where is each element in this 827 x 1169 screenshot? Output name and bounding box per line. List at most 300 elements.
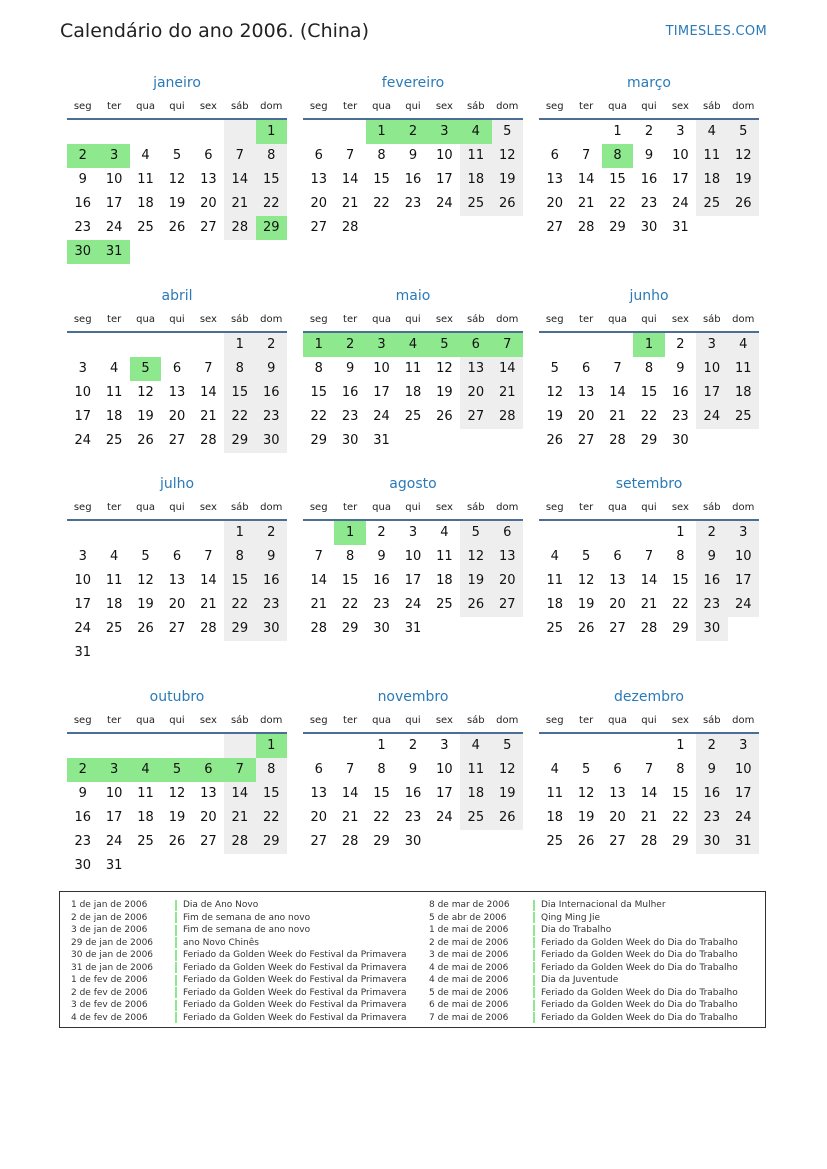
day-cell[interactable]: 9 [408,148,418,163]
day-cell[interactable]: 30 [341,433,359,448]
day-cell[interactable]: 7 [345,762,355,777]
day-cell[interactable]: 22 [224,593,255,617]
day-cell[interactable]: 7 [613,361,622,376]
day-cell[interactable]: 21 [577,196,595,211]
day-cell[interactable]: 4 [130,758,161,782]
day-cell[interactable]: 7 [224,758,255,782]
day-cell[interactable]: 30 [696,830,727,854]
day-cell[interactable]: 28 [341,834,359,849]
day-cell[interactable]: 20 [310,196,327,211]
day-cell[interactable]: 5 [581,549,591,564]
day-cell[interactable]: 15 [672,573,689,588]
day-cell[interactable]: 1 [256,734,287,758]
day-cell[interactable]: 4 [109,361,119,376]
day-cell[interactable]: 28 [224,216,255,240]
day-cell[interactable]: 11 [728,357,759,381]
day-cell[interactable]: 27 [200,834,217,849]
day-cell[interactable]: 6 [492,521,523,545]
day-cell[interactable]: 10 [105,172,123,187]
day-cell[interactable]: 26 [577,834,595,849]
day-cell[interactable]: 22 [672,597,689,612]
day-cell[interactable]: 1 [613,124,622,139]
day-cell[interactable]: 8 [256,144,287,168]
day-cell[interactable]: 23 [341,409,359,424]
day-cell[interactable]: 28 [492,405,523,429]
day-cell[interactable]: 14 [341,172,359,187]
day-cell[interactable]: 23 [696,806,727,830]
day-cell[interactable]: 22 [672,810,689,825]
day-cell[interactable]: 7 [224,144,255,168]
day-cell[interactable]: 22 [373,196,390,211]
day-cell[interactable]: 24 [696,405,727,429]
day-cell[interactable]: 16 [341,385,359,400]
day-cell[interactable]: 29 [672,834,689,849]
day-cell[interactable]: 17 [436,172,453,187]
day-cell[interactable]: 10 [74,573,91,588]
day-cell[interactable]: 28 [577,220,595,235]
day-cell[interactable]: 10 [728,758,759,782]
day-cell[interactable]: 10 [74,385,91,400]
day-cell[interactable]: 5 [460,521,491,545]
day-cell[interactable]: 11 [460,144,491,168]
day-cell[interactable]: 30 [672,433,689,448]
day-cell[interactable]: 7 [644,549,654,564]
day-cell[interactable]: 12 [436,361,453,376]
day-cell[interactable]: 2 [67,758,98,782]
day-cell[interactable]: 12 [168,172,186,187]
day-cell[interactable]: 20 [609,597,626,612]
day-cell[interactable]: 17 [105,196,123,211]
day-cell[interactable]: 22 [256,806,287,830]
day-cell[interactable]: 11 [696,144,727,168]
day-cell[interactable]: 5 [130,357,161,381]
day-cell[interactable]: 16 [696,569,727,593]
day-cell[interactable]: 23 [373,597,390,612]
day-cell[interactable]: 4 [460,120,491,144]
day-cell[interactable]: 13 [546,172,563,187]
day-cell[interactable]: 28 [640,621,658,636]
day-cell[interactable]: 21 [224,192,255,216]
day-cell[interactable]: 5 [172,148,182,163]
day-cell[interactable]: 7 [345,148,355,163]
day-cell[interactable]: 25 [105,433,123,448]
day-cell[interactable]: 22 [640,409,658,424]
day-cell[interactable]: 30 [67,240,98,264]
day-cell[interactable]: 16 [74,196,91,211]
day-cell[interactable]: 15 [224,381,255,405]
day-cell[interactable]: 5 [429,333,460,357]
day-cell[interactable]: 14 [341,786,359,801]
day-cell[interactable]: 13 [310,786,327,801]
day-cell[interactable]: 6 [581,361,591,376]
day-cell[interactable]: 24 [105,834,123,849]
day-cell[interactable]: 31 [728,830,759,854]
day-cell[interactable]: 2 [408,738,418,753]
day-cell[interactable]: 16 [256,569,287,593]
day-cell[interactable]: 12 [137,385,154,400]
day-cell[interactable]: 25 [436,597,453,612]
day-cell[interactable]: 7 [204,549,213,564]
day-cell[interactable]: 4 [440,525,449,540]
day-cell[interactable]: 21 [640,810,658,825]
day-cell[interactable]: 15 [341,573,359,588]
day-cell[interactable]: 21 [341,196,359,211]
day-cell[interactable]: 10 [696,357,727,381]
day-cell[interactable]: 19 [577,810,595,825]
day-cell[interactable]: 14 [200,385,217,400]
day-cell[interactable]: 28 [224,830,255,854]
day-cell[interactable]: 31 [74,645,91,660]
day-cell[interactable]: 22 [310,409,327,424]
day-cell[interactable]: 24 [105,220,123,235]
day-cell[interactable]: 2 [676,337,685,352]
day-cell[interactable]: 22 [341,597,359,612]
day-cell[interactable]: 8 [377,148,386,163]
day-cell[interactable]: 21 [609,409,626,424]
day-cell[interactable]: 12 [728,144,759,168]
day-cell[interactable]: 16 [404,172,422,187]
day-cell[interactable]: 18 [137,810,154,825]
day-cell[interactable]: 4 [141,148,150,163]
day-cell[interactable]: 10 [728,545,759,569]
day-cell[interactable]: 23 [672,409,689,424]
day-cell[interactable]: 24 [728,806,759,830]
day-cell[interactable]: 29 [256,830,287,854]
day-cell[interactable]: 8 [224,357,255,381]
day-cell[interactable]: 9 [256,357,287,381]
day-cell[interactable]: 2 [377,525,386,540]
day-cell[interactable]: 3 [366,333,397,357]
day-cell[interactable]: 23 [256,593,287,617]
day-cell[interactable]: 24 [436,810,453,825]
day-cell[interactable]: 12 [492,758,523,782]
day-cell[interactable]: 21 [341,810,359,825]
day-cell[interactable]: 7 [581,148,591,163]
day-cell[interactable]: 16 [696,782,727,806]
day-cell[interactable]: 3 [696,333,727,357]
day-cell[interactable]: 18 [460,168,491,192]
day-cell[interactable]: 25 [105,621,123,636]
day-cell[interactable]: 30 [404,834,422,849]
day-cell[interactable]: 27 [168,621,186,636]
day-cell[interactable]: 8 [377,762,386,777]
day-cell[interactable]: 31 [672,220,689,235]
day-cell[interactable]: 3 [728,521,759,545]
day-cell[interactable]: 15 [256,782,287,806]
day-cell[interactable]: 1 [224,521,255,545]
day-cell[interactable]: 15 [224,569,255,593]
day-cell[interactable]: 21 [200,409,217,424]
day-cell[interactable]: 3 [78,361,87,376]
day-cell[interactable]: 30 [256,617,287,641]
day-cell[interactable]: 30 [373,621,390,636]
day-cell[interactable]: 18 [137,196,154,211]
day-cell[interactable]: 21 [224,806,255,830]
day-cell[interactable]: 11 [137,172,154,187]
day-cell[interactable]: 4 [109,549,119,564]
day-cell[interactable]: 24 [404,597,422,612]
day-cell[interactable]: 2 [67,144,98,168]
day-cell[interactable]: 4 [550,762,559,777]
day-cell[interactable]: 24 [373,409,390,424]
day-cell[interactable]: 12 [577,786,595,801]
day-cell[interactable]: 15 [640,385,658,400]
day-cell[interactable]: 5 [728,120,759,144]
day-cell[interactable]: 2 [644,124,654,139]
day-cell[interactable]: 26 [577,621,595,636]
day-cell[interactable]: 7 [644,762,654,777]
day-cell[interactable]: 27 [460,405,491,429]
day-cell[interactable]: 6 [314,762,323,777]
day-cell[interactable]: 17 [436,786,453,801]
day-cell[interactable]: 18 [546,597,563,612]
day-cell[interactable]: 17 [404,573,422,588]
day-cell[interactable]: 14 [640,573,658,588]
day-cell[interactable]: 2 [334,333,365,357]
day-cell[interactable]: 16 [373,573,390,588]
day-cell[interactable]: 8 [256,758,287,782]
day-cell[interactable]: 9 [78,786,87,801]
day-cell[interactable]: 5 [492,120,523,144]
day-cell[interactable]: 1 [256,120,287,144]
day-cell[interactable]: 9 [644,148,654,163]
day-cell[interactable]: 13 [168,385,186,400]
day-cell[interactable]: 2 [696,734,727,758]
day-cell[interactable]: 20 [546,196,563,211]
day-cell[interactable]: 17 [696,381,727,405]
day-cell[interactable]: 16 [640,172,658,187]
day-cell[interactable]: 20 [609,810,626,825]
day-cell[interactable]: 25 [696,192,727,216]
day-cell[interactable]: 24 [672,196,689,211]
day-cell[interactable]: 30 [696,617,727,641]
day-cell[interactable]: 20 [200,196,217,211]
day-cell[interactable]: 9 [408,762,418,777]
day-cell[interactable]: 18 [728,381,759,405]
day-cell[interactable]: 6 [193,758,224,782]
day-cell[interactable]: 19 [168,196,186,211]
day-cell[interactable]: 13 [310,172,327,187]
day-cell[interactable]: 12 [137,573,154,588]
day-cell[interactable]: 10 [404,549,422,564]
day-cell[interactable]: 28 [200,621,217,636]
day-cell[interactable]: 19 [577,597,595,612]
day-cell[interactable]: 10 [105,786,123,801]
day-cell[interactable]: 13 [492,545,523,569]
day-cell[interactable]: 18 [436,573,453,588]
day-cell[interactable]: 17 [728,782,759,806]
day-cell[interactable]: 28 [640,834,658,849]
day-cell[interactable]: 23 [74,834,91,849]
day-cell[interactable]: 17 [672,172,689,187]
day-cell[interactable]: 13 [200,786,217,801]
day-cell[interactable]: 25 [728,405,759,429]
day-cell[interactable]: 19 [492,782,523,806]
day-cell[interactable]: 11 [105,385,123,400]
day-cell[interactable]: 15 [373,172,390,187]
day-cell[interactable]: 3 [78,549,87,564]
day-cell[interactable]: 8 [224,545,255,569]
day-cell[interactable]: 21 [640,597,658,612]
day-cell[interactable]: 29 [224,617,255,641]
day-cell[interactable]: 15 [256,168,287,192]
day-cell[interactable]: 20 [577,409,595,424]
day-cell[interactable]: 28 [609,433,626,448]
day-cell[interactable]: 3 [408,525,418,540]
day-cell[interactable]: 27 [310,834,327,849]
day-cell[interactable]: 17 [373,385,390,400]
day-cell[interactable]: 10 [436,762,453,777]
day-cell[interactable]: 20 [200,810,217,825]
day-cell[interactable]: 11 [404,361,422,376]
day-cell[interactable]: 20 [168,597,186,612]
day-cell[interactable]: 10 [436,148,453,163]
day-cell[interactable]: 26 [546,433,563,448]
day-cell[interactable]: 17 [74,409,91,424]
day-cell[interactable]: 17 [105,810,123,825]
day-cell[interactable]: 17 [74,597,91,612]
day-cell[interactable]: 1 [334,521,365,545]
day-cell[interactable]: 27 [577,433,595,448]
day-cell[interactable]: 26 [728,192,759,216]
day-cell[interactable]: 13 [577,385,595,400]
day-cell[interactable]: 2 [397,120,428,144]
day-cell[interactable]: 24 [436,196,453,211]
day-cell[interactable]: 3 [98,758,129,782]
day-cell[interactable]: 27 [609,834,626,849]
day-cell[interactable]: 8 [314,361,323,376]
day-cell[interactable]: 6 [613,549,622,564]
day-cell[interactable]: 16 [74,810,91,825]
brand-link[interactable]: TIMESLES.COM [665,24,767,39]
day-cell[interactable]: 25 [546,834,563,849]
day-cell[interactable]: 20 [168,409,186,424]
day-cell[interactable]: 8 [676,762,685,777]
day-cell[interactable]: 4 [696,120,727,144]
day-cell[interactable]: 30 [640,220,658,235]
day-cell[interactable]: 7 [492,333,523,357]
day-cell[interactable]: 12 [460,545,491,569]
day-cell[interactable]: 1 [377,738,386,753]
day-cell[interactable]: 18 [404,385,422,400]
day-cell[interactable]: 4 [397,333,428,357]
day-cell[interactable]: 7 [204,361,213,376]
day-cell[interactable]: 26 [137,621,154,636]
day-cell[interactable]: 15 [310,385,327,400]
day-cell[interactable]: 12 [577,573,595,588]
day-cell[interactable]: 1 [366,120,397,144]
day-cell[interactable]: 27 [546,220,563,235]
day-cell[interactable]: 11 [460,758,491,782]
day-cell[interactable]: 4 [460,734,491,758]
day-cell[interactable]: 14 [224,782,255,806]
day-cell[interactable]: 9 [696,545,727,569]
day-cell[interactable]: 26 [460,593,491,617]
day-cell[interactable]: 5 [492,734,523,758]
day-cell[interactable]: 25 [460,806,491,830]
day-cell[interactable]: 25 [137,834,154,849]
day-cell[interactable]: 15 [672,786,689,801]
day-cell[interactable]: 5 [161,758,192,782]
day-cell[interactable]: 9 [377,549,386,564]
day-cell[interactable]: 25 [460,192,491,216]
day-cell[interactable]: 9 [345,361,355,376]
day-cell[interactable]: 31 [98,240,129,264]
day-cell[interactable]: 26 [137,433,154,448]
day-cell[interactable]: 22 [224,405,255,429]
day-cell[interactable]: 18 [105,409,123,424]
day-cell[interactable]: 21 [492,381,523,405]
day-cell[interactable]: 11 [137,786,154,801]
day-cell[interactable]: 9 [696,758,727,782]
day-cell[interactable]: 19 [168,810,186,825]
day-cell[interactable]: 18 [696,168,727,192]
day-cell[interactable]: 11 [105,573,123,588]
day-cell[interactable]: 8 [345,549,355,564]
day-cell[interactable]: 6 [460,333,491,357]
day-cell[interactable]: 6 [172,361,182,376]
day-cell[interactable]: 29 [256,216,287,240]
day-cell[interactable]: 27 [200,220,217,235]
day-cell[interactable]: 15 [609,172,626,187]
day-cell[interactable]: 24 [728,593,759,617]
day-cell[interactable]: 28 [200,433,217,448]
day-cell[interactable]: 29 [341,621,359,636]
day-cell[interactable]: 17 [728,569,759,593]
day-cell[interactable]: 4 [728,333,759,357]
day-cell[interactable]: 3 [676,124,685,139]
day-cell[interactable]: 5 [141,549,150,564]
day-cell[interactable]: 1 [224,333,255,357]
day-cell[interactable]: 14 [640,786,658,801]
day-cell[interactable]: 31 [404,621,422,636]
day-cell[interactable]: 28 [310,621,327,636]
day-cell[interactable]: 29 [672,621,689,636]
day-cell[interactable]: 19 [137,409,154,424]
day-cell[interactable]: 1 [676,525,685,540]
day-cell[interactable]: 6 [613,762,622,777]
day-cell[interactable]: 1 [633,333,664,357]
day-cell[interactable]: 29 [640,433,658,448]
day-cell[interactable]: 21 [200,597,217,612]
day-cell[interactable]: 20 [460,381,491,405]
day-cell[interactable]: 8 [602,144,633,168]
day-cell[interactable]: 10 [672,148,689,163]
day-cell[interactable]: 2 [256,521,287,545]
day-cell[interactable]: 22 [609,196,626,211]
day-cell[interactable]: 26 [492,192,523,216]
day-cell[interactable]: 19 [436,385,453,400]
day-cell[interactable]: 23 [404,196,422,211]
day-cell[interactable]: 5 [550,361,559,376]
day-cell[interactable]: 5 [581,762,591,777]
day-cell[interactable]: 12 [492,144,523,168]
day-cell[interactable]: 14 [310,573,327,588]
day-cell[interactable]: 9 [256,545,287,569]
day-cell[interactable]: 29 [373,834,390,849]
day-cell[interactable]: 27 [168,433,186,448]
day-cell[interactable]: 9 [676,361,685,376]
day-cell[interactable]: 13 [460,357,491,381]
day-cell[interactable]: 27 [310,220,327,235]
day-cell[interactable]: 3 [440,738,449,753]
day-cell[interactable]: 29 [224,429,255,453]
day-cell[interactable]: 14 [609,385,626,400]
day-cell[interactable]: 30 [256,429,287,453]
day-cell[interactable]: 19 [492,168,523,192]
day-cell[interactable]: 3 [728,734,759,758]
day-cell[interactable]: 18 [460,782,491,806]
